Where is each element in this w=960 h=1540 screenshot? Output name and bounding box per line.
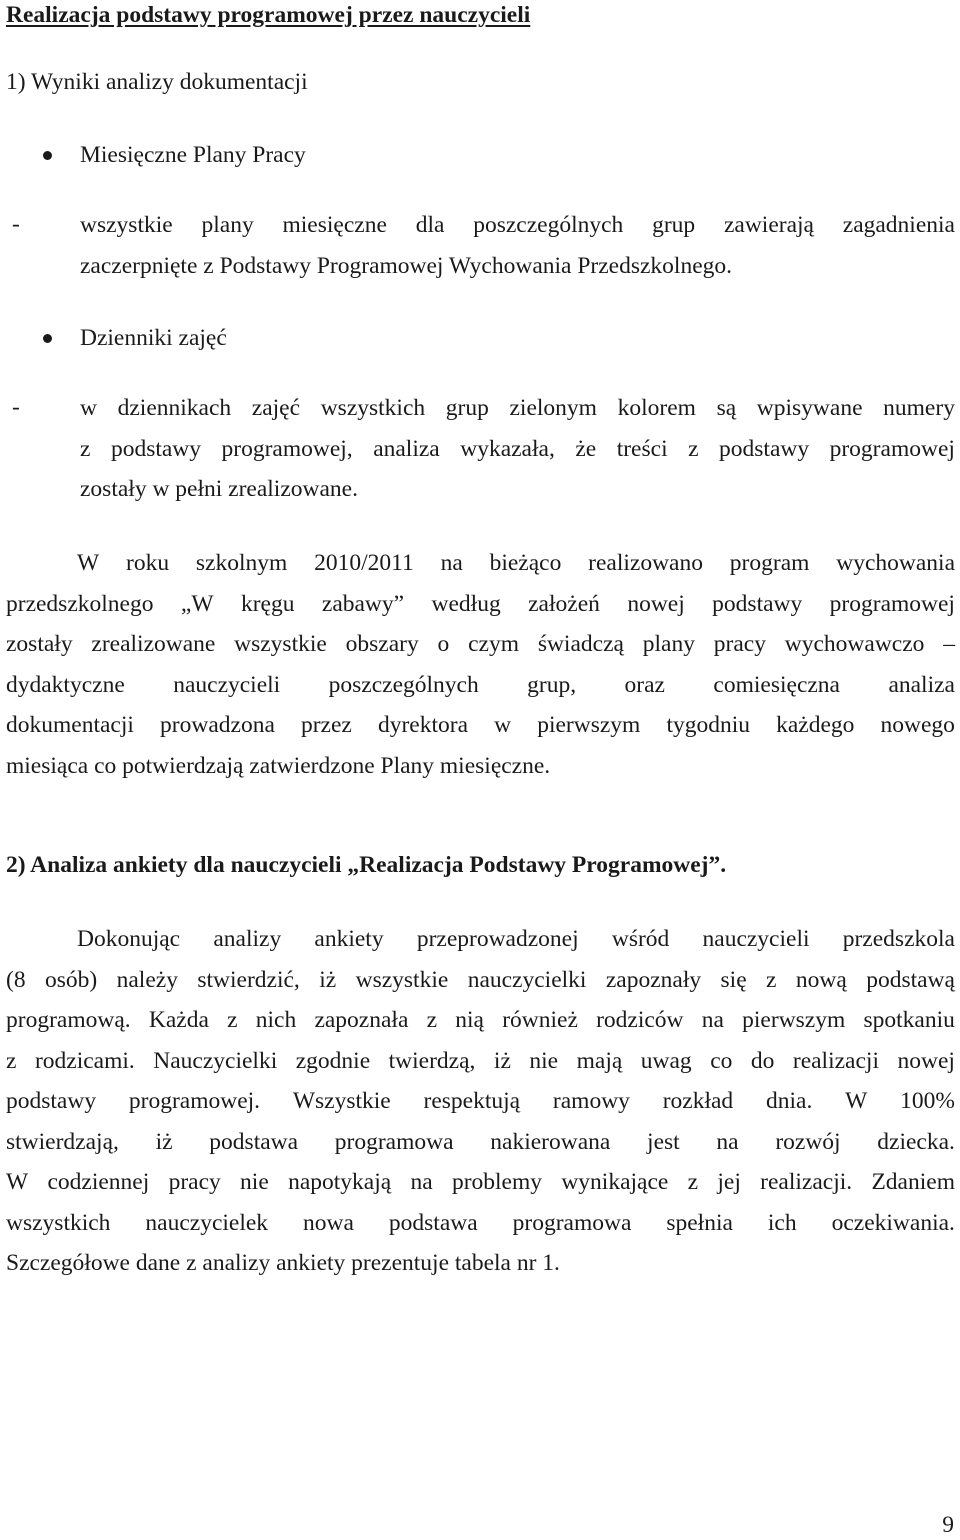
word: oraz [624, 671, 665, 698]
text-line [6, 624, 955, 665]
word: zawierają [723, 212, 814, 239]
bullet1-text [80, 205, 955, 286]
word: świadczą [537, 631, 624, 658]
word: ich [767, 1209, 797, 1236]
word: bieżąco [489, 550, 562, 577]
word: realizacji [792, 1047, 879, 1074]
word: według [431, 590, 501, 617]
word: nauczycieli [173, 671, 281, 698]
word: zabawy” [321, 590, 405, 617]
word: zgodnie [295, 1047, 371, 1074]
word: plany [201, 212, 254, 239]
word: Wszystkie [292, 1088, 391, 1115]
word: należy [116, 966, 178, 993]
word: dokumentacji [6, 712, 134, 739]
text-line [6, 543, 955, 584]
word: nauczycieli [702, 926, 810, 953]
word: program [729, 550, 810, 577]
word: mają [576, 1047, 623, 1074]
word: na [701, 1007, 724, 1034]
word: iż [493, 1047, 511, 1074]
word: przez [300, 712, 352, 739]
word: Każda [148, 1007, 209, 1034]
word: 2010/2011 [314, 550, 414, 577]
word: zapoznała [314, 1007, 409, 1034]
bullet-icon [43, 334, 52, 343]
text-line: miesiąca co potwierdzają zatwierdzone Plany miesięczne. [6, 752, 551, 779]
word: ramowy [552, 1088, 630, 1115]
word: podstawy [110, 435, 202, 462]
word: nowego [880, 712, 955, 739]
word: „W [180, 590, 214, 617]
text-line [6, 1000, 955, 1041]
word: treści [616, 435, 668, 462]
word: czym [468, 631, 519, 658]
page-number: 9 [942, 1512, 954, 1538]
word: dnia. [765, 1088, 813, 1115]
word: stwierdzają, [6, 1128, 119, 1155]
word: oczekiwania. [831, 1209, 955, 1236]
word: stwierdzić, [197, 966, 300, 993]
word: jej [717, 1169, 741, 1196]
word: podstawy [712, 590, 803, 617]
word: osób) [44, 966, 98, 993]
word: realizacji. [760, 1169, 853, 1196]
dash-marker: - [12, 394, 20, 420]
word: pierwszym [742, 1007, 846, 1034]
word: dziennikach [117, 395, 232, 422]
word: grup [445, 395, 489, 422]
word: codziennej [47, 1169, 150, 1196]
dash-marker: - [12, 211, 20, 237]
word: (8 [6, 966, 26, 993]
word: pierwszym [537, 712, 641, 739]
word: wszystkie [234, 631, 327, 658]
word: programowa [512, 1209, 632, 1236]
word: programowej, [221, 435, 353, 462]
word: 100% [900, 1088, 955, 1115]
word: analiza [888, 671, 955, 698]
word: wychowania [836, 550, 955, 577]
word: zajęć [251, 395, 301, 422]
word: napotykają [288, 1169, 392, 1196]
word: jest [647, 1128, 680, 1155]
word: problemy [451, 1169, 543, 1196]
word: realizowano [588, 550, 703, 577]
word: tygodniu [666, 712, 751, 739]
word: że [575, 435, 597, 462]
word: spotkaniu [863, 1007, 955, 1034]
word: nowej [897, 1047, 955, 1074]
word: podstawa [209, 1128, 299, 1155]
word: wynikające [561, 1169, 669, 1196]
word: plany [642, 631, 695, 658]
text-line [6, 1122, 955, 1163]
word: nie [529, 1047, 559, 1074]
word: wszystkich [320, 395, 426, 422]
word: pracy [168, 1169, 221, 1196]
word: Zdaniem [871, 1169, 955, 1196]
word: numery [883, 395, 955, 422]
text-line [6, 1081, 955, 1122]
word: wśród [611, 926, 670, 953]
word: przedszkolnego [6, 590, 154, 617]
word: w [80, 395, 97, 422]
word: nich [255, 1007, 297, 1034]
word: na [716, 1128, 739, 1155]
paragraph-2 [6, 919, 955, 1284]
word: zielonym [509, 395, 597, 422]
text-line [80, 388, 955, 429]
text-line [6, 1203, 955, 1244]
word: co [710, 1047, 733, 1074]
word: poszczególnych [473, 212, 624, 239]
word: wychowawczo [784, 631, 925, 658]
word: przeprowadzonej [416, 926, 579, 953]
word: poszczególnych [328, 671, 479, 698]
bullet2-label: Dzienniki zajęć [80, 325, 227, 351]
text-line [6, 584, 955, 625]
word: zostały [6, 631, 73, 658]
word: nauczycielki [467, 966, 587, 993]
word: rodzicami. [34, 1047, 135, 1074]
word: nią [455, 1007, 484, 1034]
word: do [750, 1047, 775, 1074]
word: z [426, 1007, 438, 1034]
word: z [687, 1169, 699, 1196]
word: rozkład [662, 1088, 734, 1115]
word: obszary [345, 631, 419, 658]
word: z [6, 1047, 17, 1074]
word: programowej. [128, 1088, 261, 1115]
word: wykazała, [460, 435, 555, 462]
bullet1-label: Miesięczne Plany Pracy [80, 142, 306, 168]
bullet-icon [43, 151, 52, 160]
word: o [437, 631, 450, 658]
word: grup [652, 212, 696, 239]
word: nowej [627, 590, 685, 617]
word: kolorem [617, 395, 696, 422]
word: kręgu [240, 590, 295, 617]
text-line [6, 705, 955, 746]
word: podstawa [388, 1209, 478, 1236]
word: programową. [6, 1007, 131, 1034]
text-line [6, 1162, 955, 1203]
text-line: zaczerpnięte z Podstawy Programowej Wychowania Przedszkolnego. [80, 252, 733, 279]
word: podstawy [6, 1088, 97, 1115]
word: każdego [776, 712, 855, 739]
bullet2-text [80, 388, 955, 510]
text-line: Szczegółowe dane z analizy ankiety prezentuje tabela nr 1. [6, 1250, 560, 1277]
paragraph-1 [6, 543, 955, 786]
word: wszystkich [6, 1209, 111, 1236]
word: się [720, 966, 747, 993]
text-line [6, 1041, 955, 1082]
word: programowej [829, 590, 955, 617]
word: programowa [334, 1128, 454, 1155]
word: z [766, 966, 777, 993]
word: respektują [423, 1088, 521, 1115]
word: W [6, 1169, 29, 1196]
word: również [502, 1007, 578, 1034]
word: analiza [373, 435, 440, 462]
word: są [716, 395, 737, 422]
section1-heading: 1) Wyniki analizy dokumentacji [6, 69, 308, 95]
word: analizy [213, 926, 282, 953]
word: zapoznały [605, 966, 702, 993]
word: w [494, 712, 512, 739]
word: comiesięczna [713, 671, 840, 698]
word: nowa [303, 1209, 354, 1236]
word: z [688, 435, 699, 462]
word: przedszkola [842, 926, 955, 953]
text-line: zostały w pełni zrealizowane. [80, 476, 358, 503]
text-line [80, 205, 955, 246]
word: zrealizowane [91, 631, 216, 658]
word: założeń [528, 590, 600, 617]
word: na [410, 1169, 433, 1196]
word: programowej [829, 435, 955, 462]
text-line [80, 429, 955, 470]
word: prowadzona [160, 712, 275, 739]
word: zagadnienia [842, 212, 955, 239]
word: dla [415, 212, 445, 239]
word: rozwój [775, 1128, 841, 1155]
word: nauczycielek [145, 1209, 269, 1236]
word: szkolnym [195, 550, 288, 577]
word: podstawy [719, 435, 810, 462]
word: na [440, 550, 463, 577]
word: z [80, 435, 91, 462]
word: iż [319, 966, 337, 993]
word: roku [126, 550, 170, 577]
word: pracy [713, 631, 766, 658]
word: grup, [527, 671, 577, 698]
word: Nauczycielki [153, 1047, 278, 1074]
page-title: Realizacja podstawy programowej przez nauczycieli [6, 2, 531, 28]
text-line [6, 919, 955, 960]
word: nakierowana [490, 1128, 611, 1155]
word: uwag [640, 1047, 692, 1074]
word: nie [240, 1169, 269, 1196]
word: wpisywane [756, 395, 863, 422]
word: W [845, 1088, 868, 1115]
section2-heading: 2) Analiza ankiety dla nauczycieli „Realizacja Podstawy Programowej”. [6, 852, 727, 878]
word: dziecka. [877, 1128, 955, 1155]
word: dydaktyczne [6, 671, 125, 698]
word: twierdzą, [388, 1047, 476, 1074]
word: z [227, 1007, 238, 1034]
word: wszystkie [355, 966, 449, 993]
word: miesięczne [282, 212, 387, 239]
word: podstawą [866, 966, 955, 993]
word: dyrektora [377, 712, 469, 739]
word: iż [155, 1128, 173, 1155]
word: nową [795, 966, 847, 993]
text-line [6, 665, 955, 706]
word: rodziców [596, 1007, 684, 1034]
word: spełnia [666, 1209, 733, 1236]
word: W [77, 550, 100, 577]
text-line [6, 960, 955, 1001]
word: ankiety [314, 926, 384, 953]
word: wszystkie [80, 212, 173, 239]
word: – [943, 631, 955, 658]
word: Dokonując [77, 926, 181, 953]
